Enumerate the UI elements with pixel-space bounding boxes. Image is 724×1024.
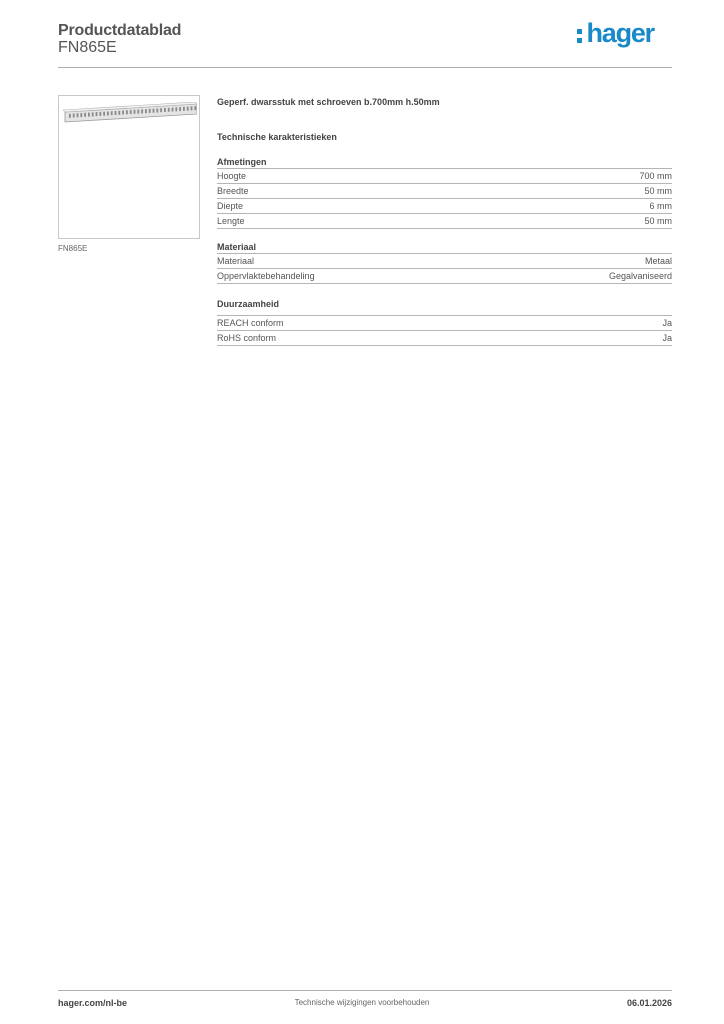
perforation-hole [134, 110, 136, 114]
perforation-hole [126, 110, 128, 114]
spec-label: Materiaal [217, 256, 255, 266]
spec-row [217, 184, 672, 199]
spec-value: 50 mm [644, 216, 672, 226]
perforation-hole [160, 108, 162, 112]
spec-value: Ja [662, 318, 672, 328]
spec-label: Oppervlaktebehandeling [217, 271, 315, 281]
perforation-hole [183, 107, 185, 111]
spec-row [217, 316, 672, 331]
page-header [58, 20, 672, 68]
perforation-hole [172, 108, 174, 112]
spec-value: 6 mm [649, 201, 672, 211]
spec-value: Metaal [644, 256, 672, 266]
spec-label: Diepte [217, 201, 244, 211]
group-title: Materiaal [217, 241, 672, 254]
perforation-hole [88, 113, 90, 117]
perforation-hole [80, 113, 82, 117]
document-title: Productdatablad [58, 22, 182, 39]
perforation-hole [69, 114, 71, 118]
perforation-hole [92, 112, 94, 116]
perforation-hole [73, 114, 75, 118]
spec-label: Breedte [217, 186, 249, 196]
perforation-hole [149, 109, 151, 113]
perforation-hole [118, 111, 120, 115]
perforation-hole [130, 110, 132, 114]
image-caption: FN865E [58, 244, 88, 253]
product-description: Geperf. dwarsstuk met schroeven b.700mm h.50mm [217, 97, 440, 107]
spec-group-materiaal [217, 241, 672, 284]
spec-value: Ja [662, 333, 672, 343]
perforation-hole [96, 112, 98, 116]
spec-group-duurzaamheid [217, 298, 672, 346]
perforation-hole [179, 107, 181, 111]
perforation-hole [103, 112, 105, 116]
perforation-hole [191, 106, 193, 110]
perforation-hole [156, 109, 158, 113]
perforation-hole [168, 108, 170, 112]
spec-content [217, 95, 672, 346]
perforation-hole [145, 109, 147, 113]
spec-rows [217, 315, 672, 346]
hager-logo [586, 18, 654, 49]
spec-row [217, 199, 672, 214]
perforation-hole [175, 107, 177, 111]
perforation-hole [164, 108, 166, 112]
footer-disclaimer: Technische wijzigingen voorbehouden [294, 998, 430, 1007]
product-image [58, 95, 200, 239]
perforation-hole [84, 113, 86, 117]
footer-website: hager.com/nl-be [58, 998, 128, 1008]
perforated-rail-icon [63, 102, 197, 124]
perforation-hole [111, 111, 113, 115]
spec-row [217, 169, 672, 184]
spec-row [217, 269, 672, 284]
spec-value: 700 mm [639, 171, 672, 181]
specs-heading: Technische karakteristieken [217, 132, 337, 142]
footer-date: 06.01.2026 [626, 998, 672, 1008]
group-title: Duurzaamheid [217, 299, 280, 309]
spec-row [217, 214, 672, 229]
perforation-hole [194, 106, 196, 110]
perforation-hole [107, 112, 109, 116]
spec-value: Gegalvaniseerd [608, 271, 672, 281]
header-divider [58, 67, 672, 68]
spec-group-afmetingen [217, 156, 672, 229]
logo-dots-icon [577, 27, 582, 47]
product-code: FN865E [58, 39, 117, 56]
logo-text: hager [586, 18, 654, 48]
spec-row [217, 254, 672, 269]
perforation-hole [187, 107, 189, 111]
group-title: Afmetingen [217, 156, 672, 169]
perforation-hole [77, 113, 79, 117]
perforation-hole [115, 111, 117, 115]
spec-label: RoHS conform [217, 333, 277, 343]
perforation-hole [153, 109, 155, 113]
perforation-hole [141, 109, 143, 113]
perforation-hole [122, 111, 124, 115]
perforation-hole [99, 112, 101, 116]
spec-label: REACH conform [217, 318, 284, 328]
footer-divider [58, 990, 672, 991]
spec-value: 50 mm [644, 186, 672, 196]
spec-label: Hoogte [217, 171, 247, 181]
spec-row [217, 331, 672, 346]
spec-label: Lengte [217, 216, 245, 226]
perforation-hole [137, 110, 139, 114]
